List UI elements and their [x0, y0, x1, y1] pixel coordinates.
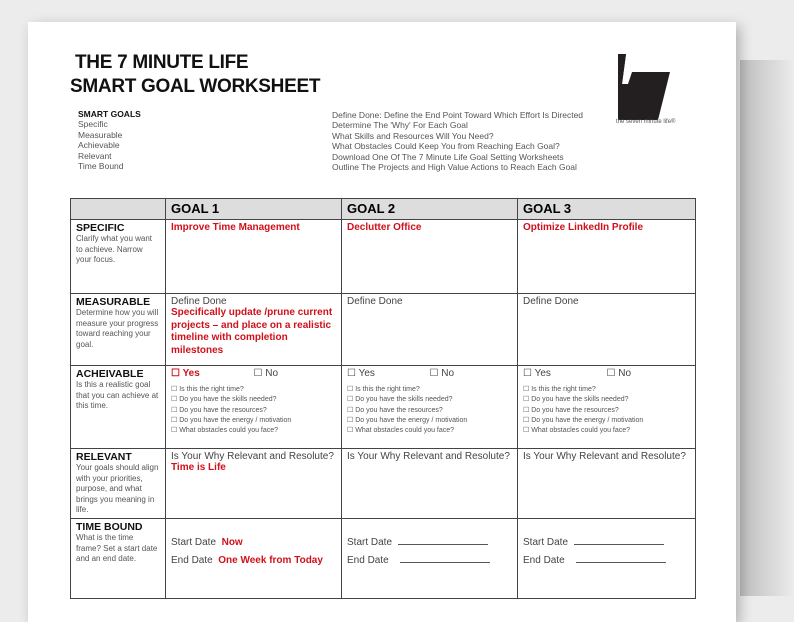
seven-minute-life-logo — [618, 54, 684, 120]
start-date-value[interactable]: Now — [221, 537, 243, 548]
goal-cell[interactable] — [342, 449, 518, 519]
title-line-2: SMART GOAL WORKSHEET — [70, 76, 321, 97]
check-item[interactable]: ☐ Do you have the resources? — [347, 406, 443, 414]
row-label: RELEVANT — [76, 451, 132, 463]
no-checkbox[interactable]: ☐ No — [429, 368, 455, 379]
start-date-field[interactable] — [574, 544, 664, 545]
goal-cell[interactable] — [518, 294, 696, 366]
check-item[interactable]: ☐ What obstacles could you face? — [347, 427, 455, 435]
yes-checkbox[interactable]: ☐ Yes — [523, 368, 551, 379]
header-blank — [71, 199, 166, 220]
check-item[interactable]: ☐ Do you have the energy / motivation — [523, 416, 644, 424]
check-item[interactable]: ☐ Is this the right time? — [171, 386, 244, 393]
end-date-label: End Date — [171, 555, 213, 566]
step-item: What Obstacles Could Keep You from Reaching Each Goal? — [332, 141, 560, 152]
check-item[interactable]: ☐ What obstacles could you face? — [171, 427, 279, 435]
start-date-field[interactable] — [398, 544, 488, 545]
goal-cell[interactable] — [518, 449, 696, 519]
start-date-label: Start Date — [523, 537, 569, 548]
title-line-1: THE 7 MINUTE LIFE — [75, 52, 249, 73]
end-date-field[interactable] — [400, 562, 490, 563]
no-checkbox[interactable]: ☐ No — [253, 368, 279, 379]
goal-value: Specifically update /prune current projects – and place on a realistic timeline with completion milestones — [171, 307, 333, 356]
page-shadow — [740, 60, 794, 596]
goal-cell[interactable] — [342, 366, 518, 449]
check-item[interactable]: ☐ Do you have the energy / motivation — [171, 416, 292, 424]
smart-item: Achievable — [78, 140, 120, 151]
smart-goals-heading: SMART GOALS — [78, 109, 141, 119]
prompt: Define Done — [523, 296, 579, 307]
end-date-label: End Date — [523, 555, 565, 566]
prompt: Define Done — [171, 296, 227, 307]
goal-cell[interactable] — [342, 220, 518, 294]
yes-checkbox[interactable]: ☐ Yes — [347, 368, 375, 379]
smart-goal-table — [70, 198, 696, 599]
goal-cell[interactable] — [166, 294, 342, 366]
goal-cell[interactable] — [166, 519, 342, 599]
row-header — [71, 366, 166, 449]
check-item[interactable]: ☐ Do you have the energy / motivation — [347, 416, 468, 424]
goal-cell[interactable] — [518, 366, 696, 449]
goal-cell[interactable] — [166, 220, 342, 294]
goal-value: Improve Time Management — [171, 222, 300, 233]
step-item: Determine The 'Why' For Each Goal — [332, 120, 468, 131]
check-item[interactable]: ☐ Do you have the skills needed? — [347, 396, 453, 404]
row-label: SPECIFIC — [76, 222, 125, 234]
row-header — [71, 294, 166, 366]
row-label: ACHEIVABLE — [76, 368, 144, 380]
check-item[interactable]: ☐ Do you have the resources? — [523, 406, 619, 414]
step-item: Download One Of The 7 Minute Life Goal Setting Worksheets — [332, 151, 564, 162]
row-measurable — [71, 294, 696, 366]
row-desc: What is the time frame? Set a start date and an end date. — [76, 533, 158, 563]
no-checkbox[interactable]: ☐ No — [606, 368, 632, 379]
smart-item: Time Bound — [78, 161, 124, 172]
goal-value: Optimize LinkedIn Profile — [523, 222, 644, 233]
row-label: TIME BOUND — [76, 521, 143, 533]
row-desc: Is this a realistic goal that you can achieve at this time. — [76, 380, 159, 410]
check-item[interactable]: ☐ Do you have the skills needed? — [171, 396, 277, 404]
goal-cell[interactable] — [342, 519, 518, 599]
step-item: What Skills and Resources Will You Need? — [332, 130, 494, 141]
table-header-row — [71, 199, 696, 220]
header-goal-1: GOAL 1 — [166, 199, 342, 220]
row-header — [71, 220, 166, 294]
goal-cell[interactable] — [342, 294, 518, 366]
goal-cell[interactable] — [166, 449, 342, 519]
goal-cell[interactable] — [518, 220, 696, 294]
start-date-label: Start Date — [347, 537, 393, 548]
end-date-label: End Date — [347, 555, 389, 566]
goal-cell[interactable] — [518, 519, 696, 599]
row-specific — [71, 220, 696, 294]
check-item[interactable]: ☐ Do you have the resources? — [171, 406, 267, 414]
check-item[interactable]: ☐ Is this the right time? — [523, 386, 596, 393]
prompt: Is Your Why Relevant and Resolute? — [171, 451, 334, 462]
end-date-value[interactable]: One Week from Today — [218, 555, 323, 566]
goal-value: Declutter Office — [347, 222, 422, 233]
row-achievable — [71, 366, 696, 449]
header-goal-2: GOAL 2 — [342, 199, 518, 220]
prompt: Is Your Why Relevant and Resolute? — [523, 451, 686, 462]
header-goal-3: GOAL 3 — [518, 199, 696, 220]
yes-checkbox[interactable]: ☐ Yes — [171, 368, 200, 379]
smart-item: Measurable — [78, 129, 123, 140]
step-item: Outline The Projects and High Value Actions to Reach Each Goal — [332, 162, 577, 173]
row-header — [71, 449, 166, 519]
check-item[interactable]: ☐ Do you have the skills needed? — [523, 396, 629, 404]
goal-cell[interactable] — [166, 366, 342, 449]
start-date-label: Start Date — [171, 537, 217, 548]
check-item[interactable]: ☐ What obstacles could you face? — [523, 427, 631, 435]
row-label: MEASURABLE — [76, 296, 151, 308]
goal-value: Time is Life — [171, 462, 226, 473]
end-date-field[interactable] — [576, 562, 666, 563]
smart-goals-list — [78, 109, 141, 171]
check-item[interactable]: ☐ Is this the right time? — [347, 386, 420, 393]
row-desc: Your goals should align with your priorities, purpose, and what brings you meaning in life. — [76, 463, 159, 514]
smart-item: Relevant — [78, 150, 112, 161]
logo-tagline: the seven minute life® — [616, 119, 676, 125]
prompt: Define Done — [347, 296, 403, 307]
prompt: Is Your Why Relevant and Resolute? — [347, 451, 510, 462]
smart-item: Specific — [78, 119, 108, 130]
steps-list — [332, 110, 583, 172]
row-desc: Determine how you will measure your progress toward reaching your goal. — [76, 308, 159, 349]
row-timebound — [71, 519, 696, 599]
worksheet-page — [28, 22, 736, 622]
row-header — [71, 519, 166, 599]
step-item: Define Done: Define the End Point Toward Which Effort Is Directed — [332, 110, 584, 120]
row-relevant — [71, 449, 696, 519]
row-desc: Clarify what you want to achieve. Narrow your focus. — [76, 234, 153, 264]
